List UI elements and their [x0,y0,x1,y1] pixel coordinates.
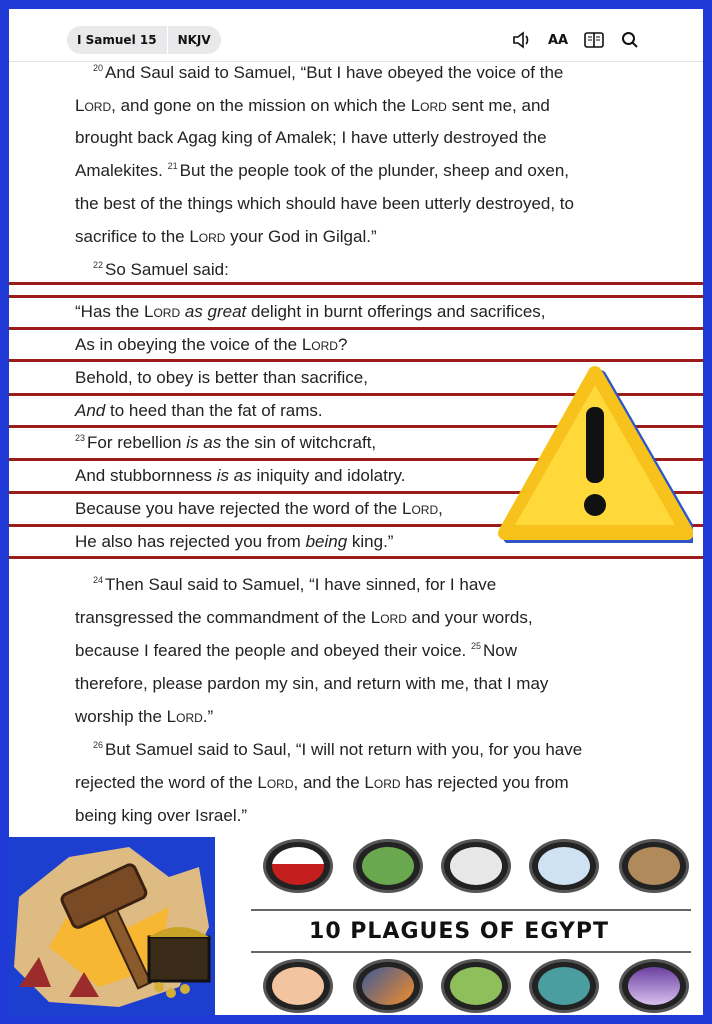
verse-line: Amalekites. $^{21}$ But the people took of the plunder, sheep and oxen, [75,161,570,180]
plague-locust-icon [441,959,511,1013]
book-chapter-button[interactable]: I Samuel 15 [77,33,157,47]
poetry-line: And to heed than the fat of rams. [75,401,323,420]
gavel-treasure-illustration [9,837,215,1015]
plagues-title: 10 PLAGUES OF EGYPT [309,919,609,944]
plague-water-blood-icon [263,839,333,893]
verse-line: worship the Lord.” [75,707,214,726]
verse-line: because I feared the people and obeyed their voice. $^{25}$ Now [75,641,518,660]
highlight-rule [9,359,703,362]
highlight-rule [9,282,703,285]
verse-line: transgressed the commandment of the Lord and your words, [75,608,533,627]
poetry-line: Because you have rejected the word of the Lord, [75,499,443,518]
verse-line: sacrifice to the Lord your God in Gilgal.” [75,227,377,246]
highlight-rule [9,327,703,330]
poetry-line: And stubbornness is as iniquity and idolatry. [75,466,406,485]
search-icon[interactable] [619,29,641,51]
plague-boils-icon [263,959,333,1013]
book-icon[interactable] [583,29,605,51]
verse-line: brought back Agag king of Amalek; I have utterly destroyed the [75,128,547,147]
highlight-rule [9,295,703,298]
version-button[interactable]: NKJV [177,33,211,47]
reference-selector[interactable] [67,26,221,54]
poetry-line: As in obeying the voice of the Lord? [75,335,348,354]
app-frame [9,9,703,1015]
plague-fly-icon [529,839,599,893]
plagues-banner [215,837,703,1015]
verse-line: rejected the word of the Lord, and the Lord has rejected you from [75,773,569,792]
verse-line: $^{26}$ But Samuel said to Saul, “I will not return with you, for you have [93,740,583,759]
verse-line: $^{20}$ And Saul said to Samuel, “But I have obeyed the voice of the [93,63,564,82]
verse-line: Lord, and gone on the mission on which the Lord sent me, and [75,96,550,115]
plague-livestock-icon [619,839,689,893]
toolbar-icons [511,29,641,51]
verse-line: the best of the things which should have been utterly destroyed, to [75,194,574,213]
warning-icon [497,365,693,543]
plague-firstborn-icon [619,959,689,1013]
poetry-line: Behold, to obey is better than sacrifice, [75,368,368,387]
banner-rule [251,951,691,953]
poetry-line: He also has rejected you from being king.” [75,532,394,551]
verse-line: $^{22}$ So Samuel said: [93,260,229,279]
verse-line: being king over Israel.” [75,806,247,825]
highlight-rule [9,556,703,559]
top-bar [9,9,703,62]
text-size-icon[interactable]: AA [547,32,569,48]
verse-line: therefore, please pardon my sin, and return with me, that I may [75,674,549,693]
plague-frog-icon [353,839,423,893]
poetry-line: “Has the Lord as great delight in burnt offerings and sacrifices, [75,302,546,321]
plague-gnat-icon [441,839,511,893]
speaker-icon[interactable] [511,29,533,51]
verse-line: $^{24}$ Then Saul said to Samuel, “I have sinned, for I have [93,575,497,594]
poetry-line: $^{23}$ For rebellion is as the sin of witchcraft, [75,433,377,452]
banner-rule [251,909,691,911]
plague-darkness-icon [529,959,599,1013]
plague-hail-icon [353,959,423,1013]
